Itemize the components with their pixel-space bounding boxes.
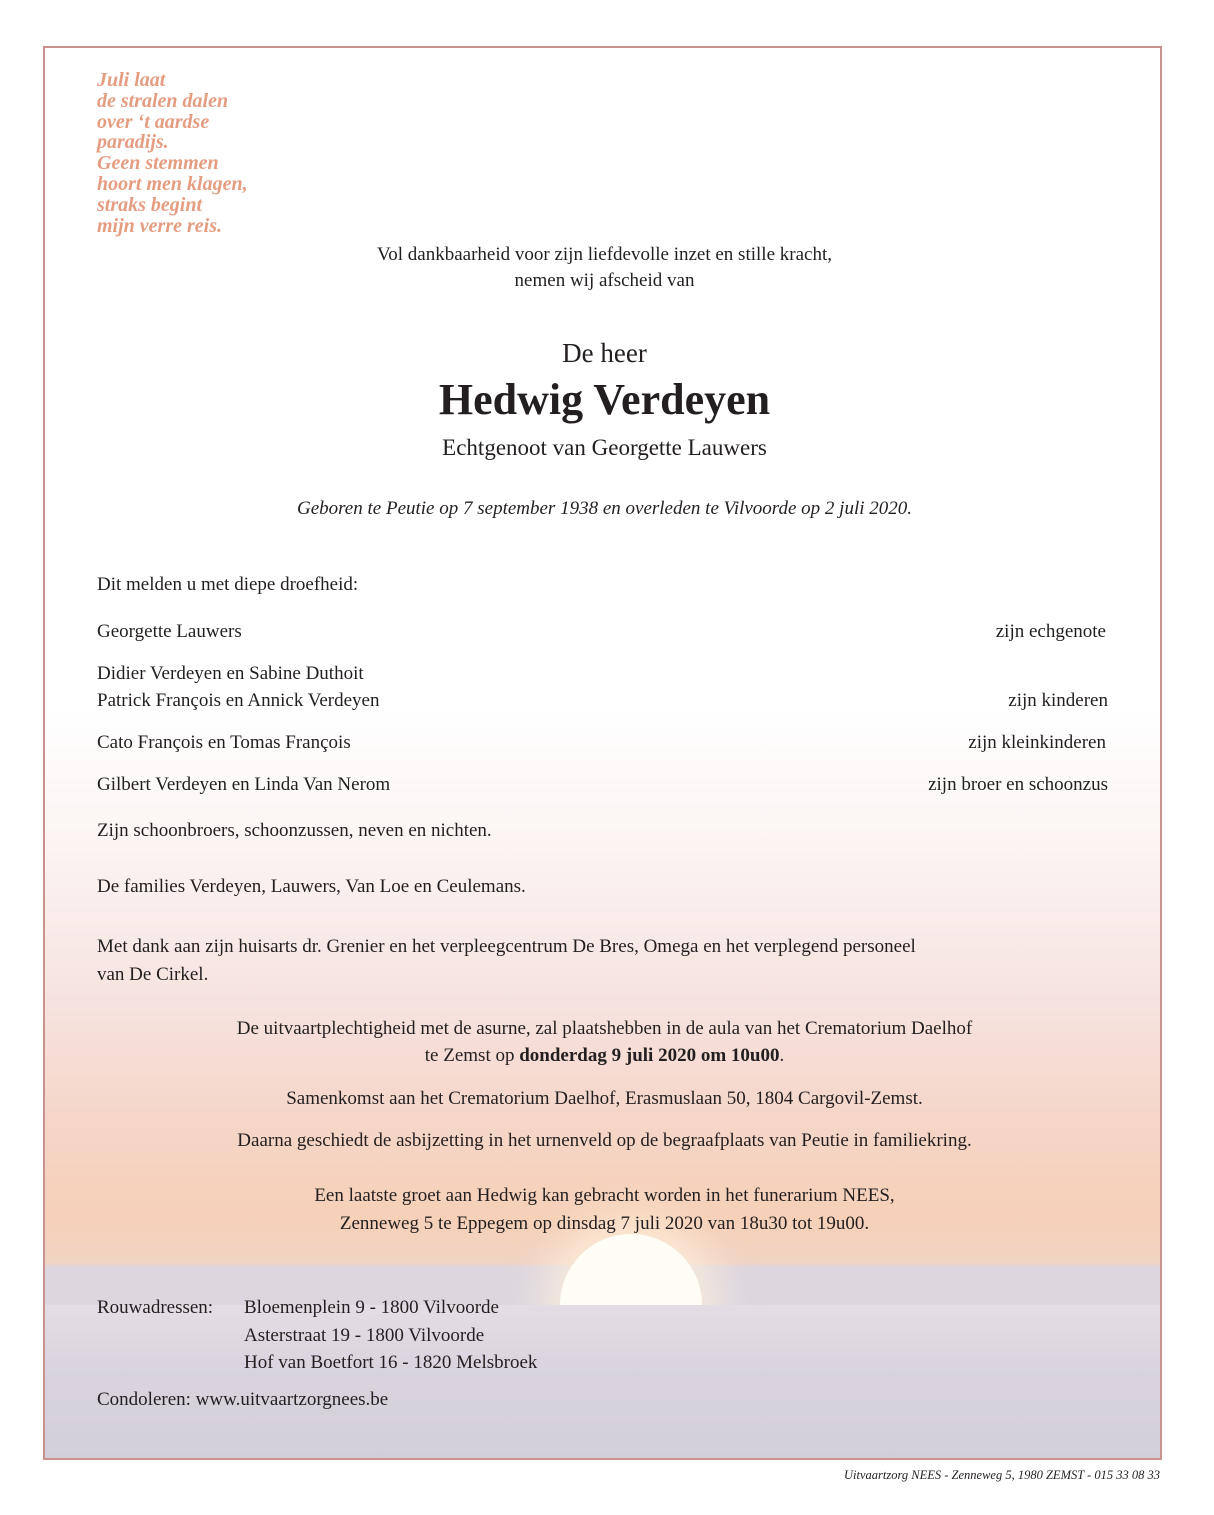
address-line: Bloemenplein 9 - 1800 Vilvoorde <box>244 1297 499 1318</box>
poem-line: over ‘t aardse <box>97 110 210 133</box>
address-line: Hof van Boetfort 16 - 1820 Melsbroek <box>244 1352 538 1373</box>
gathering-line: Samenkomst aan het Crematorium Daelhof, Erasmuslaan 50, 1804 Cargovil-Zemst. <box>286 1088 923 1109</box>
family-name: Georgette Lauwers <box>97 621 242 642</box>
thanks-line-1: Met dank aan zijn huisarts dr. Grenier en het verpleegcentrum De Bres, Omega en het verplegend personeel <box>97 936 916 957</box>
poem <box>97 70 357 236</box>
poem-line: paradijs. <box>97 131 169 154</box>
family-relation: zijn kleinkinderen <box>968 732 1106 753</box>
poem-line: Juli laat <box>97 69 166 91</box>
poem-line: hoort men klagen, <box>97 172 248 195</box>
ceremony-line-1: De uitvaartplechtigheid met de asurne, zal plaatshebben in de aula van het Crematorium Daelhof <box>236 1018 973 1039</box>
family-relation: zijn echgenote <box>995 621 1106 642</box>
thanks-line-2: van De Cirkel. <box>97 964 209 985</box>
addresses-label: Rouwadressen: <box>97 1297 214 1318</box>
condolence-line: Condoleren: www.uitvaartzorgnees.be <box>97 1389 389 1410</box>
burial-line: Daarna geschiedt de asbijzetting in het urnenveld op de begraafplaats van Peutie in familiekring. <box>237 1130 972 1151</box>
families-line: De families Verdeyen, Lauwers, Van Loe en Ceulemans. <box>97 876 526 897</box>
intro-line-1: Vol dankbaarheid voor zijn liefdevolle inzet en stille kracht, <box>377 244 832 265</box>
salutation: De heer <box>562 338 647 368</box>
family-name: Cato François en Tomas François <box>97 732 351 753</box>
deceased-name: Hedwig Verdeyen <box>438 375 771 424</box>
spouse-line: Echtgenoot van Georgette Lauwers <box>442 435 767 460</box>
sea-image <box>45 1305 1160 1458</box>
family-relation: zijn kinderen <box>1008 690 1108 711</box>
ceremony-date: donderdag 9 juli 2020 om 10u00 <box>519 1045 780 1066</box>
address-line: Asterstraat 19 - 1800 Vilvoorde <box>244 1325 485 1346</box>
poem-line: Geen stemmen <box>97 152 219 175</box>
poem-line: de stralen dalen <box>97 89 229 112</box>
family-name: Patrick François en Annick Verdeyen <box>97 690 380 711</box>
poem-line: straks begint <box>97 193 203 216</box>
family-relation: zijn broer en schoonzus <box>928 774 1108 795</box>
family-name: Gilbert Verdeyen en Linda Van Nerom <box>97 774 391 795</box>
birth-death-line: Geboren te Peutie op 7 september 1938 en overleden te Vilvoorde op 2 juli 2020. <box>296 498 913 519</box>
greeting-line-1: Een laatste groet aan Hedwig kan gebracht worden in het funerarium NEES, <box>314 1185 895 1206</box>
obituary-card <box>43 46 1162 1460</box>
intro-line-2: nemen wij afscheid van <box>514 270 695 291</box>
ceremony-suffix: . <box>779 1045 785 1066</box>
poem-line: mijn verre reis. <box>97 214 222 237</box>
greeting-line-2: Zenneweg 5 te Eppegem op dinsdag 7 juli 2020 van 18u30 tot 19u00. <box>339 1213 870 1234</box>
footer-imprint: Uitvaartzorg NEES - Zenneweg 5, 1980 ZEMST - 015 33 08 33 <box>844 1468 1160 1482</box>
announce-line: Dit melden u met diepe droefheid: <box>97 574 359 595</box>
ceremony-line-2 <box>45 1045 1162 1067</box>
ceremony-prefix: te Zemst op <box>424 1045 520 1066</box>
others-line: Zijn schoonbroers, schoonzussen, neven en nichten. <box>97 820 492 841</box>
family-name: Didier Verdeyen en Sabine Duthoit <box>97 663 364 684</box>
